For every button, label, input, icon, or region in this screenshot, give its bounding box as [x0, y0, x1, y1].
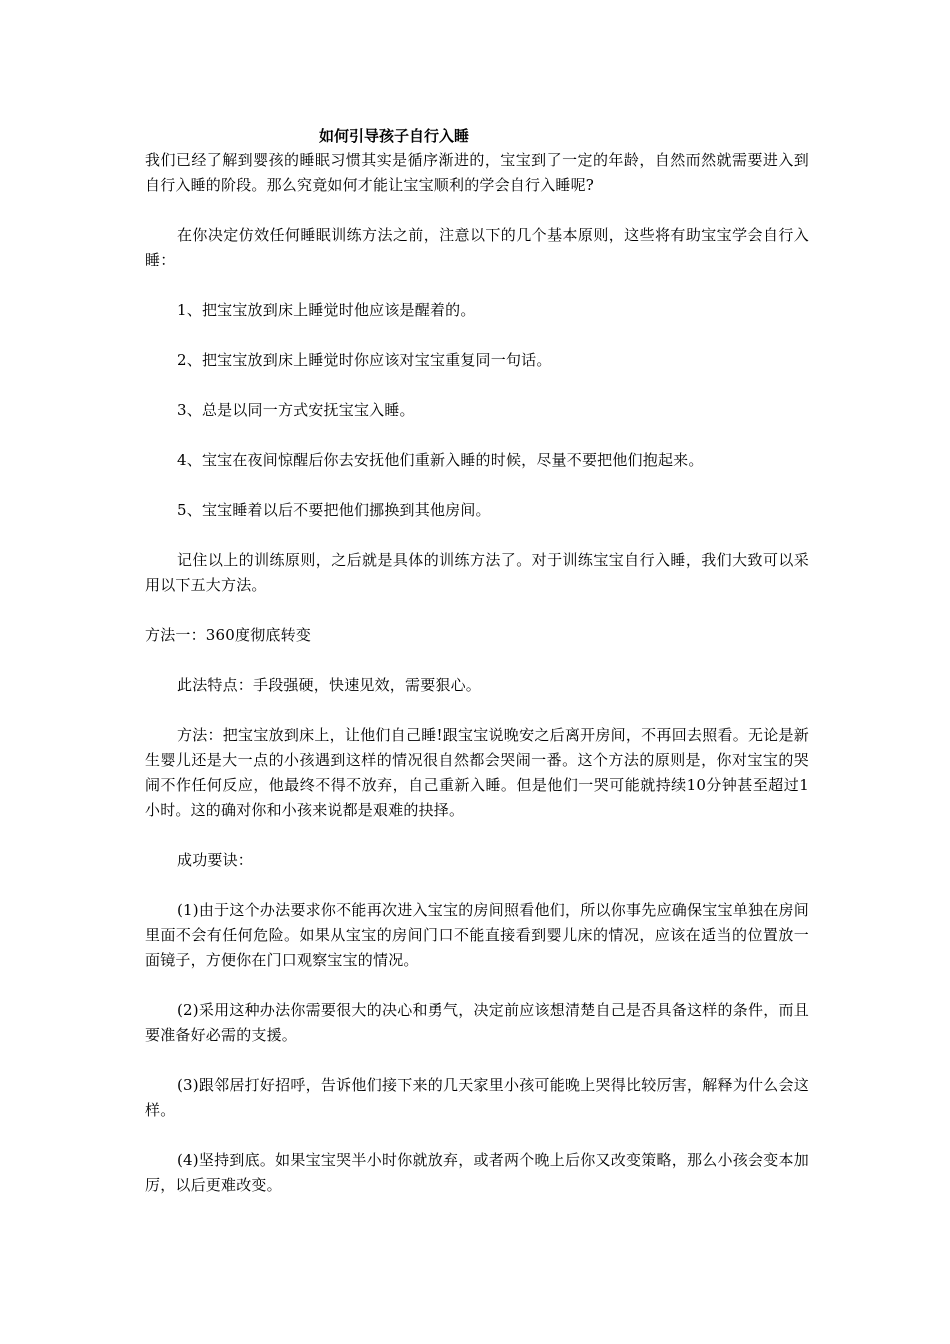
paragraph-gap	[145, 698, 809, 723]
paragraph-gap	[145, 873, 809, 898]
tips-heading: 成功要诀：	[177, 851, 254, 869]
paragraph-gap	[145, 323, 809, 348]
tip-item-2: (2)采用这种办法你需要很大的决心和勇气，决定前应该想清楚自己是否具备这样的条件，而且要准备好必需的支援。	[145, 1001, 809, 1044]
method1-description: 方法：把宝宝放到床上，让他们自己睡!跟宝宝说晚安之后离开房间，不再回去照看。无论是新生婴儿还是大一点的小孩遇到这样的情况很自然都会哭闹一番。这个方法的原则是，你对宝宝的哭闹不作任何反应，他最终不得不放弃，自己重新入睡。但是他们一哭可能就持续10分钟甚至超过1小时。这的确对你和小孩来说都是艰难的抉择。	[145, 726, 809, 819]
tip-item-3: (3)跟邻居打好招呼，告诉他们接下来的几天家里小孩可能晚上哭得比较厉害，解释为什么会这样。	[145, 1076, 809, 1119]
paragraph-gap	[145, 598, 809, 623]
document-title: 如何引导孩子自行入睡	[319, 127, 470, 145]
intro-paragraph: 我们已经了解到婴孩的睡眠习惯其实是循序渐进的，宝宝到了一定的年龄，自然而然就需要进入到自行入睡的阶段。那么究竟如何才能让宝宝顺利的学会自行入睡呢?	[145, 151, 809, 194]
paragraph-gap	[145, 973, 809, 998]
paragraph-gap	[145, 523, 809, 548]
tip-item-4: (4)坚持到底。如果宝宝哭半小时你就放弃，或者两个晚上后你又改变策略，那么小孩会变本加厉，以后更难改变。	[145, 1151, 809, 1194]
methods-intro-paragraph: 记住以上的训练原则，之后就是具体的训练方法了。对于训练宝宝自行入睡，我们大致可以采用以下五大方法。	[145, 551, 809, 594]
principle-item-3: 3、总是以同一方式安抚宝宝入睡。	[177, 401, 415, 419]
paragraph-gap	[145, 198, 809, 223]
principle-item-4: 4、宝宝在夜间惊醒后你去安抚他们重新入睡的时候，尽量不要把他们抱起来。	[177, 451, 704, 469]
paragraph-gap	[145, 273, 809, 298]
tip-item-1: (1)由于这个办法要求你不能再次进入宝宝的房间照看他们，所以你事先应确保宝宝单独在房间里面不会有任何危险。如果从宝宝的房间门口不能直接看到婴儿床的情况，应该在适当的位置放一面镜子，方便你在门口观察宝宝的情况。	[145, 901, 809, 969]
paragraph-gap	[145, 473, 809, 498]
principle-item-1: 1、把宝宝放到床上睡觉时他应该是醒着的。	[177, 301, 476, 319]
principle-item-5: 5、宝宝睡着以后不要把他们挪换到其他房间。	[177, 501, 491, 519]
principle-item-2: 2、把宝宝放到床上睡觉时你应该对宝宝重复同一句话。	[177, 351, 552, 369]
method1-feature: 此法特点：手段强硬，快速见效，需要狠心。	[177, 676, 482, 694]
document-body	[145, 124, 809, 1198]
method1-heading: 方法一：360度彻底转变	[145, 626, 312, 644]
paragraph-gap	[145, 648, 809, 673]
principles-intro-paragraph: 在你决定仿效任何睡眠训练方法之前，注意以下的几个基本原则，这些将有助宝宝学会自行入睡：	[145, 226, 809, 269]
paragraph-gap	[145, 373, 809, 398]
paragraph-gap	[145, 423, 809, 448]
paragraph-gap	[145, 823, 809, 848]
paragraph-gap	[145, 1123, 809, 1148]
paragraph-gap	[145, 1048, 809, 1073]
